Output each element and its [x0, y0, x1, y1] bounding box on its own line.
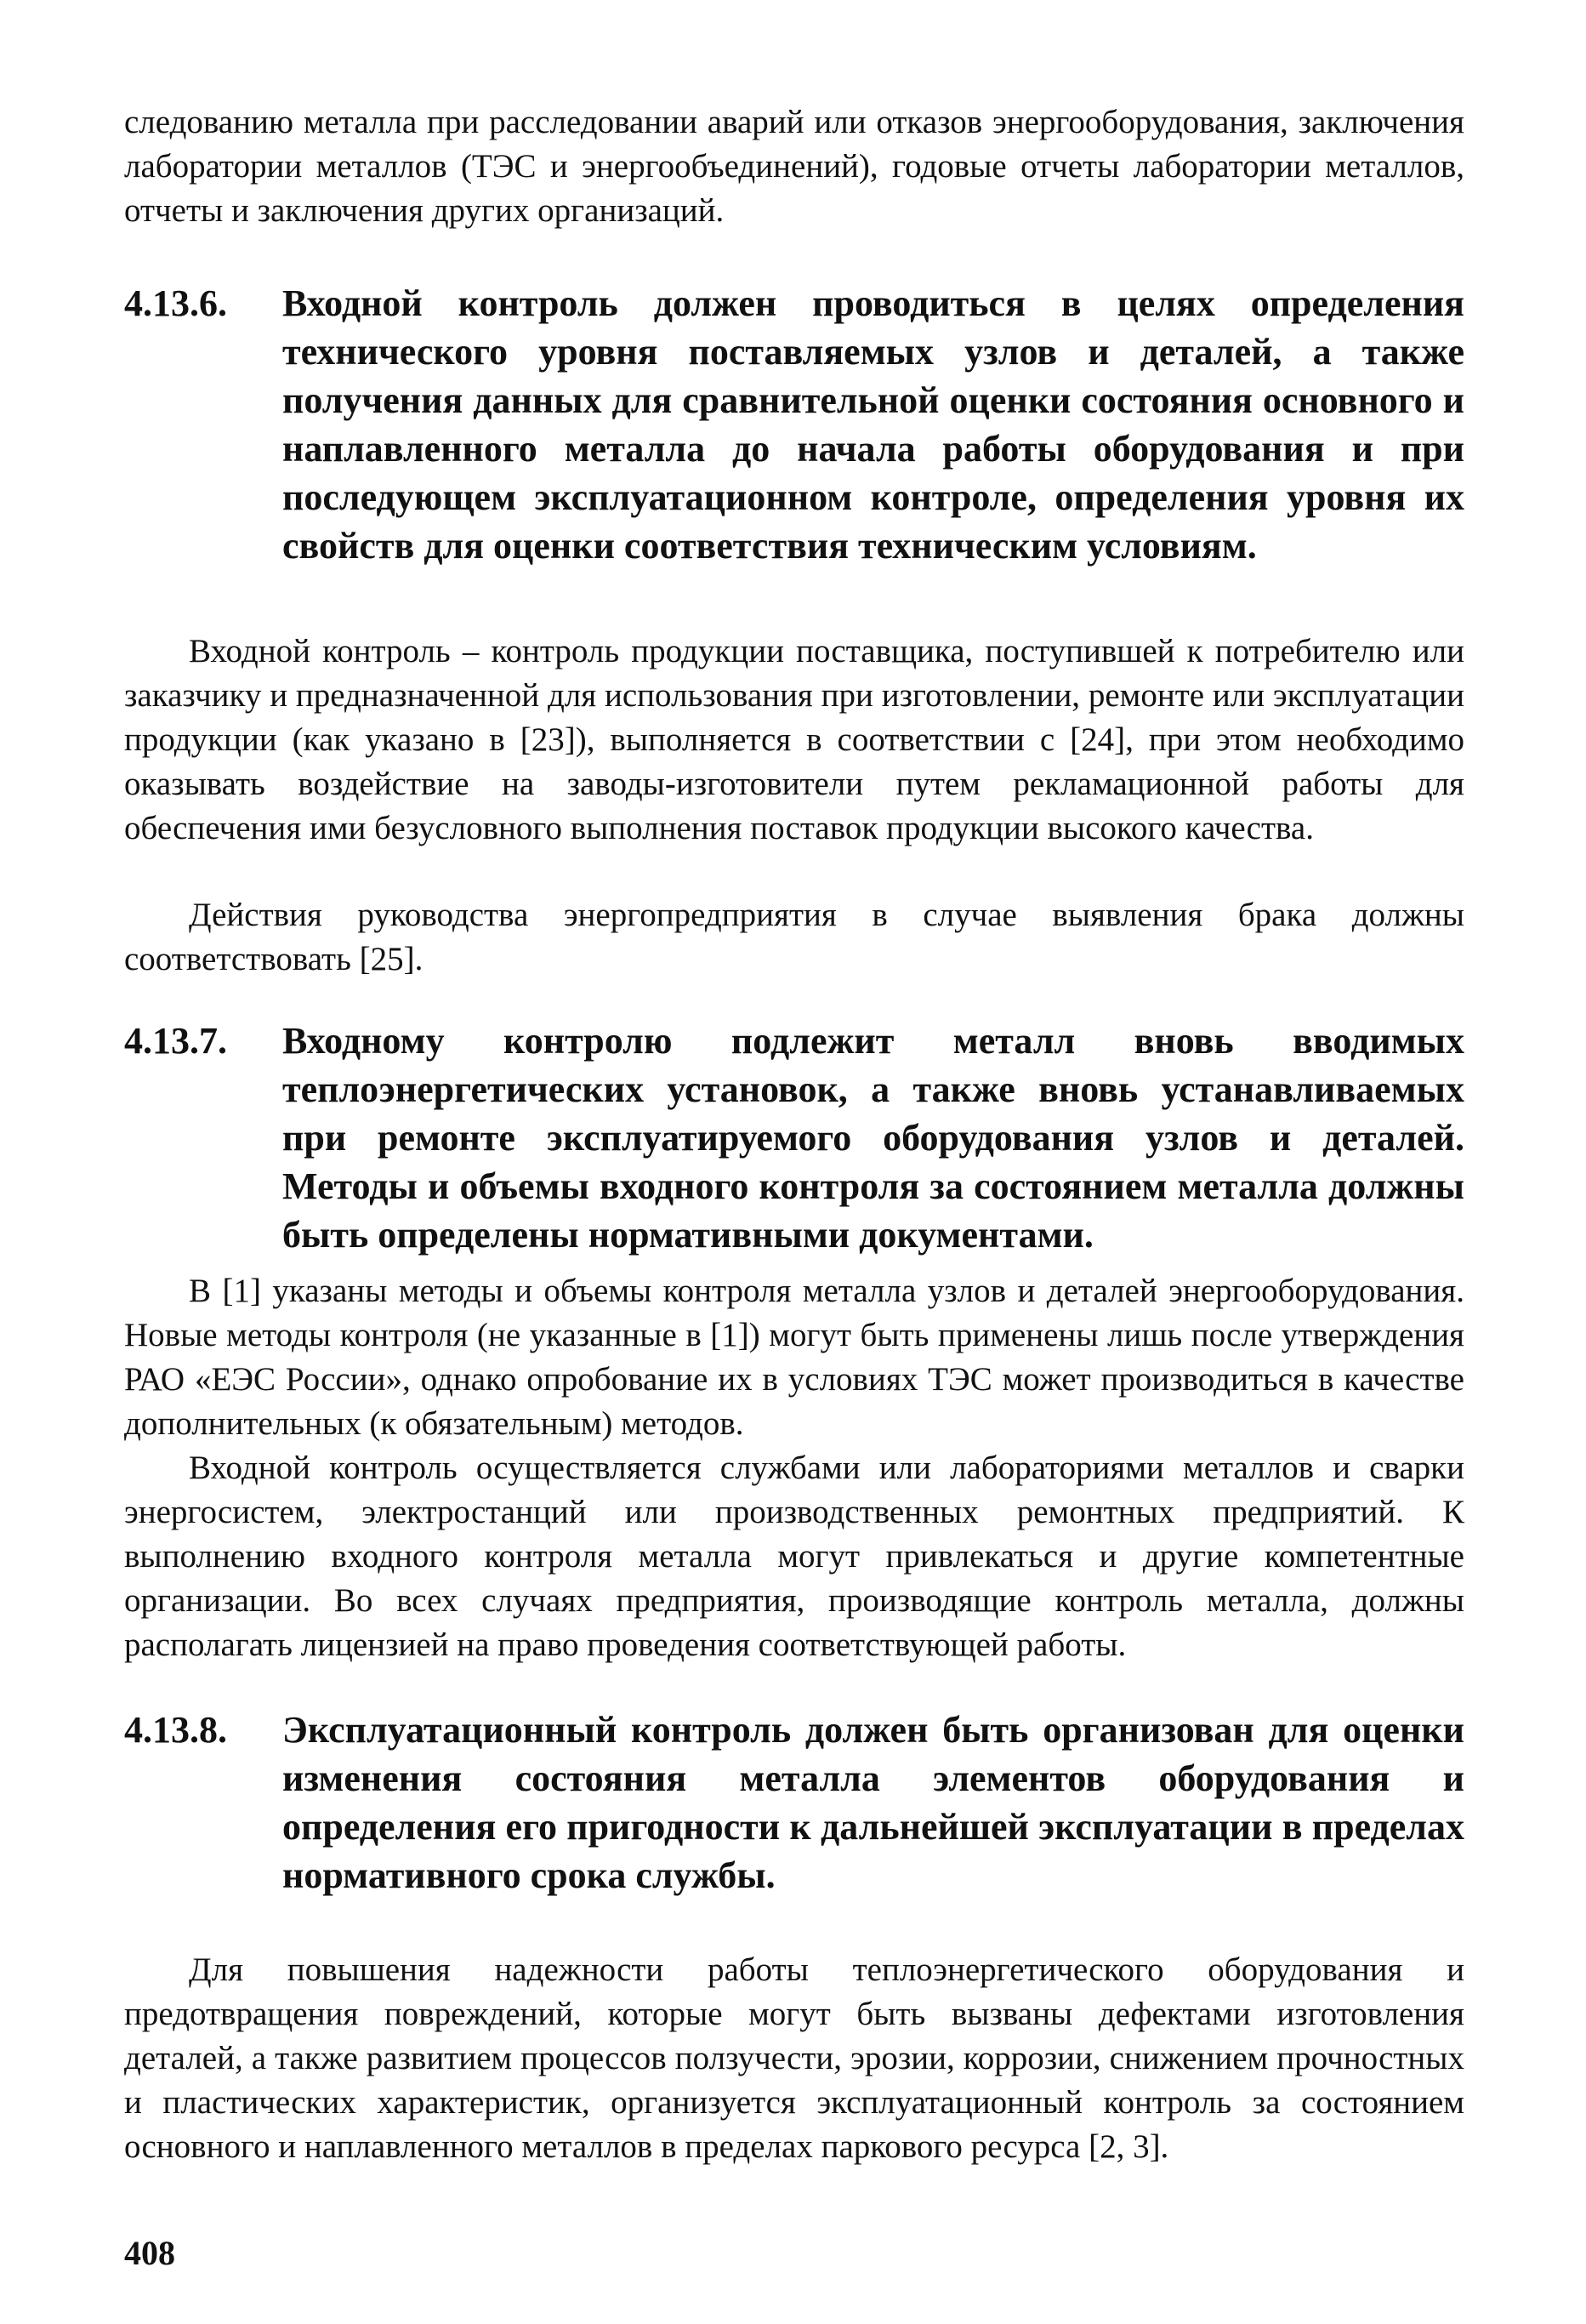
section-4-13-6-paragraph-2: Действия руководства энергопредприятия в случае выявления брака должны соответствовать [25].	[124, 897, 1464, 977]
section-heading-text: Входному контролю подлежит металл вновь вводимых теплоэнергетических установок, а также вновь устанавливаемых при ремонте эксплуатируемого оборудования узлов и деталей. Методы и объемы входного контроля за состоянием металла должны быть определены нормативными документами.	[282, 1020, 1464, 1256]
section-heading-text: Эксплуатационный контроль должен быть организован для оценки изменения состояния металла элементов оборудования и определения его пригодности к дальнейшей эксплуатации в пределах нормативного срока службы.	[282, 1709, 1464, 1896]
section-4-13-8-paragraph-1: Для повышения надежности работы теплоэнергетического оборудования и предотвращения повреждений, которые могут быть вызваны дефектами изготовления деталей, а также развитием процессов ползучести, эрозии, коррозии, снижением прочностных и пластических характеристик, организуется эксплуатационный контроль за состоянием основного и наплавленного металлов в пределах паркового ресурса [2, 3].	[124, 1951, 1464, 2165]
section-number: 4.13.6.	[124, 282, 227, 324]
page-number: 408	[124, 2234, 175, 2272]
section-4-13-7-paragraph-2: Входной контроль осуществляется службами или лабораториями металлов и сварки энергосистем, электростанций или производственных ремонтных предприятий. К выполнению входного контроля металла могут привлекаться и другие компетентные организации. Во всех случаях предприятия, производящие контроль металла, должны располагать лицензией на право проведения соответствующей работы.	[124, 1450, 1464, 1663]
section-4-13-7-heading	[124, 1017, 1464, 1259]
section-4-13-6-paragraph-1: Входной контроль – контроль продукции поставщика, поступившей к потребителю или заказчику и предназначенной для использования при изготовлении, ремонте или эксплуатации продукции (как указано в [23]), выполняется в соответствии с [24], при этом необходимо оказывать воздействие на заводы-изготовители путем рекламационной работы для обеспечения ими безусловного выполнения поставок продукции высокого качества.	[124, 633, 1464, 846]
section-heading-text: Входной контроль должен проводиться в целях определения технического уровня поставляемых узлов и деталей, а также получения данных для сравнительной оценки состояния основного и наплавленного металла до начала работы оборудования и при последующем эксплуатационном контроле, определения уровня их свойств для оценки соответствия техническим условиям.	[282, 282, 1464, 567]
section-4-13-7-paragraph-1: В [1] указаны методы и объемы контроля металла узлов и деталей энергооборудования. Новые методы контроля (не указанные в [1]) могут быть применены лишь после утверждения РАО «ЕЭС России», однако опробование их в условиях ТЭС может производиться в качестве дополнительных (к обязательным) методов.	[124, 1273, 1464, 1442]
section-number: 4.13.8.	[124, 1709, 227, 1751]
intro-paragraph: следованию металла при расследовании аварий или отказов энергооборудования, заключения лаборатории металлов (ТЭС и энергообъединений), годовые отчеты лаборатории металлов, отчеты и заключения других организаций.	[124, 104, 1464, 229]
section-4-13-8-heading	[124, 1706, 1464, 1900]
section-number: 4.13.7.	[124, 1020, 227, 1062]
section-4-13-6-heading	[124, 279, 1464, 570]
